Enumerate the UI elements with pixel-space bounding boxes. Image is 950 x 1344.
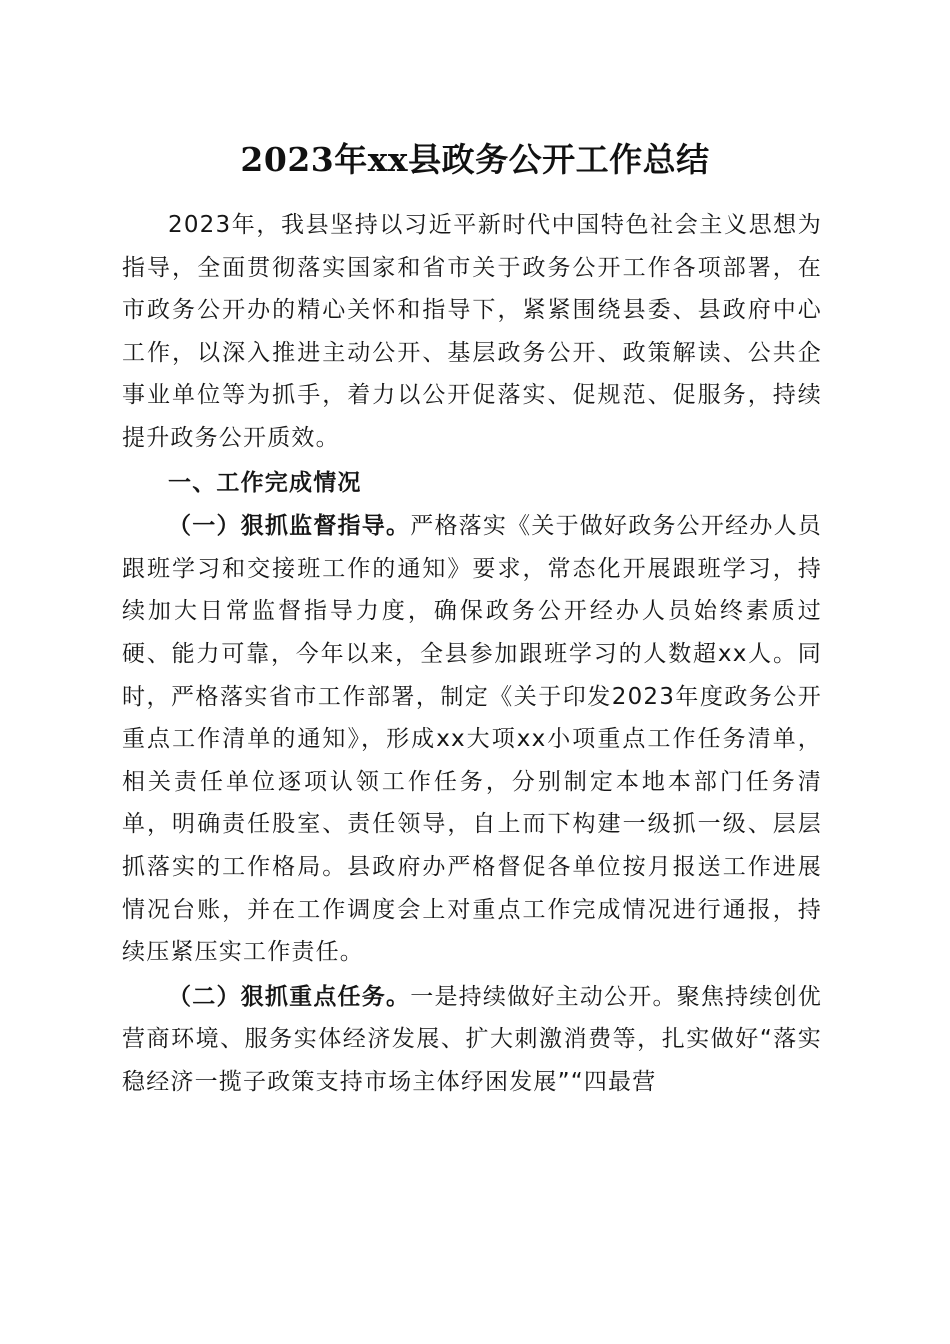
- intro-paragraph: 2023年，我县坚持以习近平新时代中国特色社会主义思想为指导，全面贯彻落实国家和省市关于政务公开工作各项部署，在市政务公开办的精心关怀和指导下，紧紧围绕县委、县政府中心工作，以深入推进主动公开、基层政务公开、政策解读、公共企事业单位等为抓手，着力以公开促落实、促规范、促服务，持续提升政务公开质效。: [122, 212, 822, 451]
- document-body: [122, 204, 822, 1103]
- item1-text: 严格落实《关于做好政务公开经办人员跟班学习和交接班工作的通知》要求，常态化开展跟班学习，持续加大日常监督指导力度，确保政务公开经办人员始终素质过硬、能力可靠，今年以来，全县参加跟班学习的人数超xx人。同时，严格落实省市工作部署，制定《关于印发2023年度政务公开重点工作清单的通知》，形成xx大项xx小项重点工作任务清单，相关责任单位逐项认领工作任务，分别制定本地本部门任务清单，明确责任股室、责任领导，自上而下构建一级抓一级、层层抓落实的工作格局。县政府办严格督促各单位按月报送工作进展情况台账，并在工作调度会上对重点工作完成情况进行通报，持续压紧压实工作责任。: [122, 513, 822, 966]
- item1-lead: （一）狠抓监督指导。: [168, 513, 411, 540]
- item1-paragraph: [122, 505, 822, 974]
- item2-paragraph: [122, 976, 822, 1104]
- document-title: 2023年xx县政务公开工作总结: [240, 140, 710, 179]
- item2-lead: （二）狠抓重点任务。: [168, 983, 411, 1010]
- item2-text: 一是持续做好主动公开。聚焦持续创优营商环境、服务实体经济发展、扩大刺激消费等，扎实做好“落实稳经济一揽子政策支持市场主体纾困发展”“四最营: [122, 983, 822, 1095]
- section-heading: 一、工作完成情况: [168, 469, 362, 496]
